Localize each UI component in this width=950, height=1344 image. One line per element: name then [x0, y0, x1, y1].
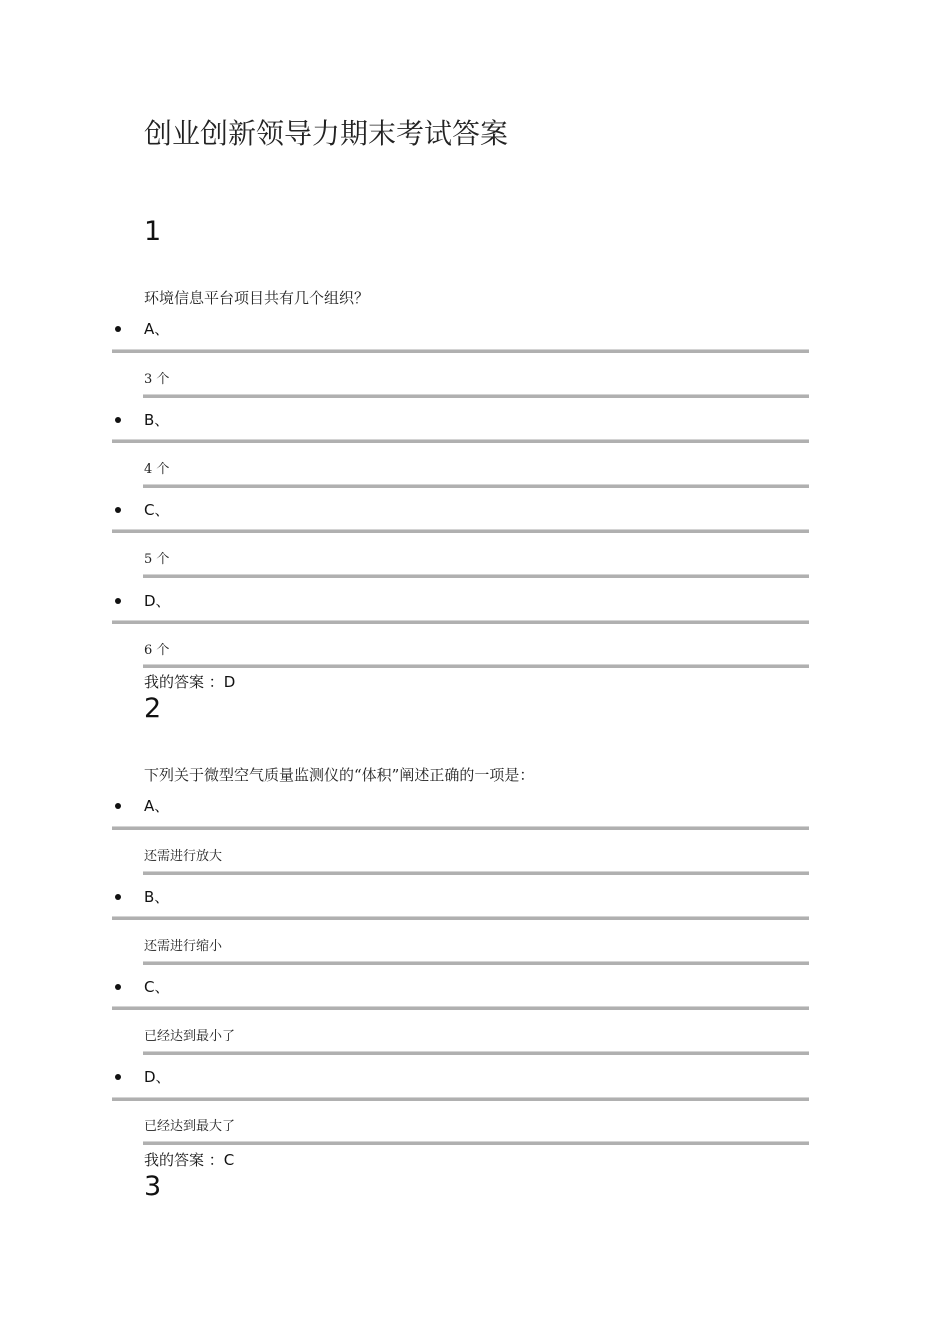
answer-text: 我的答案 ：C: [144, 1151, 235, 1169]
option-text: 4 个: [144, 462, 170, 477]
option-label: D、: [144, 592, 171, 610]
answer-text: 我的答案 ：D: [144, 673, 236, 691]
bullet-icon: [115, 1074, 121, 1080]
divider: [143, 574, 809, 578]
bullet-icon: [115, 598, 121, 604]
option-text: 还需进行缩小: [144, 939, 223, 954]
divider: [143, 1141, 809, 1145]
divider: [143, 484, 809, 488]
bullet-icon: [115, 894, 121, 900]
option-label: C、: [144, 978, 170, 996]
option-label: B、: [144, 888, 170, 906]
option-text: 已经达到最小了: [144, 1029, 236, 1044]
question-number: 2: [144, 693, 162, 724]
divider: [112, 349, 809, 353]
divider: [143, 961, 809, 965]
question-number: 3: [144, 1171, 162, 1202]
option-label: B、: [144, 411, 170, 429]
bullet-icon: [115, 803, 121, 809]
bullet-icon: [115, 326, 121, 332]
option-text: 已经达到最大了: [144, 1119, 236, 1134]
option-label: C、: [144, 501, 170, 519]
divider: [143, 1051, 809, 1055]
divider: [112, 439, 809, 443]
option-text: 6 个: [144, 643, 170, 658]
divider: [112, 916, 809, 920]
question-number: 1: [144, 216, 162, 247]
option-label: D、: [144, 1068, 171, 1086]
bullet-icon: [115, 417, 121, 423]
option-label: A、: [144, 320, 170, 338]
divider: [112, 529, 809, 533]
option-text: 还需进行放大: [144, 849, 223, 864]
option-text: 3 个: [144, 372, 170, 387]
option-text: 5 个: [144, 552, 170, 567]
question-text: 环境信息平台项目共有几个组织？: [144, 289, 370, 307]
divider: [112, 620, 809, 624]
divider: [143, 871, 809, 875]
bullet-icon: [115, 507, 121, 513]
divider: [112, 826, 809, 830]
divider: [112, 1006, 809, 1010]
divider: [143, 664, 809, 668]
bullet-icon: [115, 984, 121, 990]
page-title: 创业创新领导力期末考试答案: [144, 117, 509, 150]
option-label: A、: [144, 797, 170, 815]
divider: [112, 1097, 809, 1101]
question-text: 下列关于微型空气质量监测仪的“体积”阐述正确的一项是：: [144, 766, 535, 784]
divider: [143, 394, 809, 398]
